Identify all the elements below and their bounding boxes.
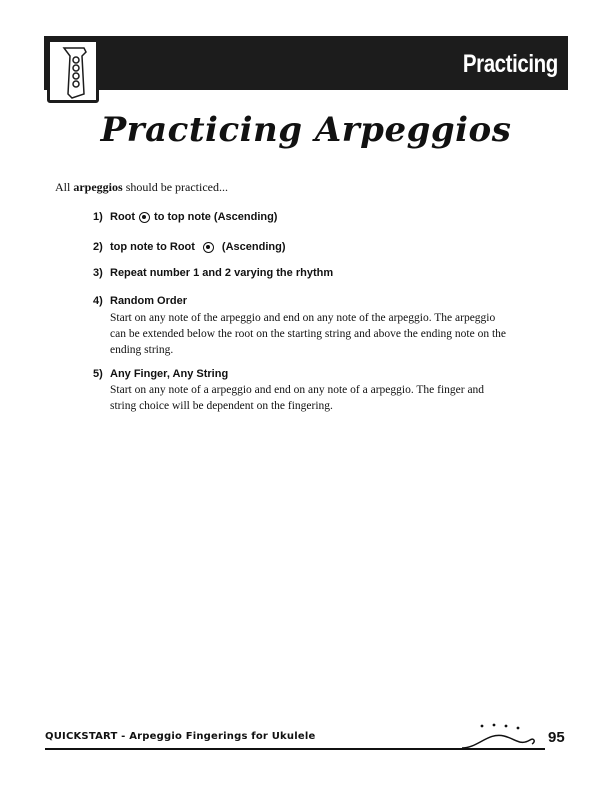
root-circle-icon [139,212,150,223]
item-number: 5) [93,368,103,380]
item-number: 3) [93,267,103,279]
list-item [93,267,333,279]
item-number: 4) [93,295,103,307]
intro-suffix: should be practiced... [125,180,228,194]
intro-text [55,180,228,195]
list-item [93,295,187,307]
ukulele-headstock-icon [47,39,99,103]
item-description: Start on any note of the arpeggio and end on any note of the arpeggio. The arpeggio can be extended below the root on the starting string and above the ending note on the ending string. [110,312,506,356]
item-text: Random Order [110,295,188,307]
page-title: Practicing Arpeggios [100,110,512,150]
footer-divider [45,748,545,750]
list-item [93,368,228,380]
item-text: Repeat number 1 and 2 varying the rhythm [110,267,334,279]
item-number: 1) [93,211,103,223]
list-item [93,211,277,223]
root-circle-icon [203,242,214,253]
footer-text: QUICKSTART - Arpeggio Fingerings for Ukulele [45,731,316,742]
header-bar [44,36,568,90]
intro-prefix: All [55,180,71,194]
item-text-after: to top note (Ascending) [154,211,278,223]
page-number: 95 [548,729,565,746]
item-number: 2) [93,241,103,253]
item-text-before: top note to Root [110,241,195,253]
item-text: Any Finger, Any String [110,368,229,380]
item-text-after: (Ascending) [221,241,286,253]
section-title: Practicing [462,50,558,78]
intro-bold: arpeggios [73,180,123,194]
item-description: Start on any note of a arpeggio and end on any note of a arpeggio. The finger and string choice will be dependent on the fingering. [110,384,485,412]
item-text-before: Root [110,211,136,223]
list-item [93,241,285,253]
